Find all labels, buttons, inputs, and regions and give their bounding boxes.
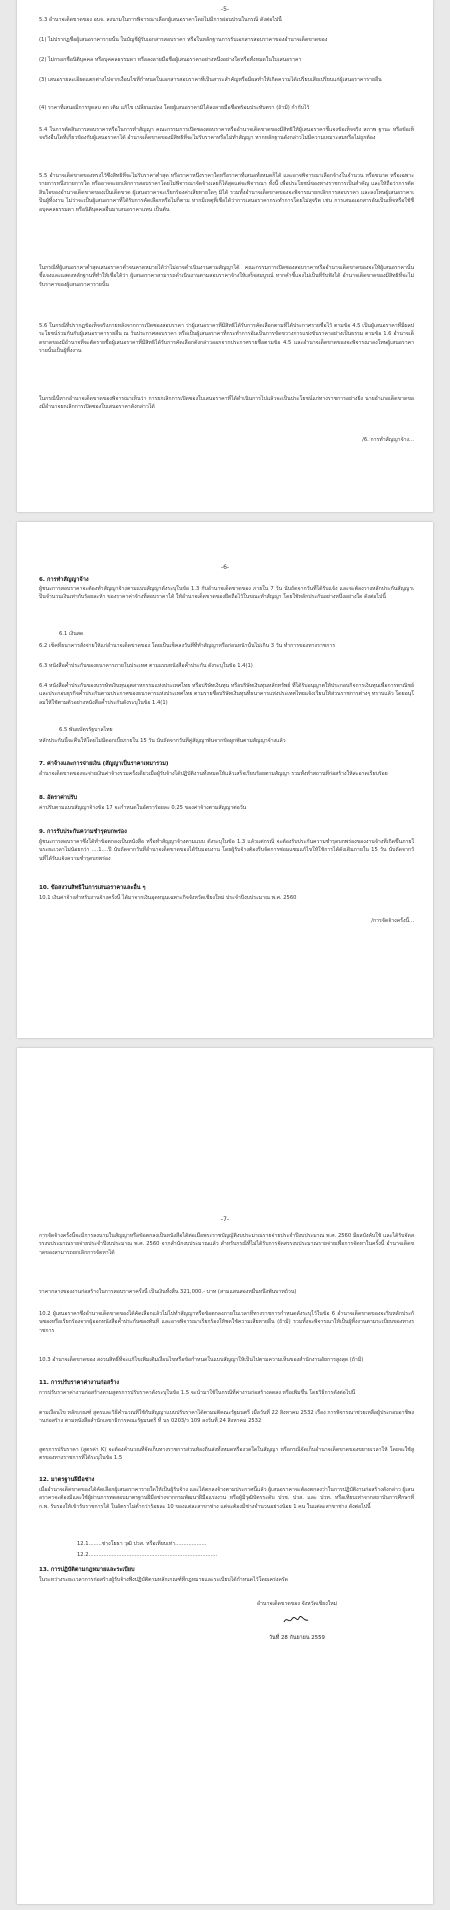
paragraph: (3) เสนอรายละเอียดแตกต่างไปจากเงื่อนไขที่กำหนดในเอกสารสอบราคาที่เป็นสาระสำคัญหรือมีผลทำให้เกิดความได้เปรียบเสียเปรียบแก่ผู้เสนอราคารายอื่น — [39, 77, 382, 83]
paragraph: 6.4 หนังสือค้ำประกันของบรรษัทเงินทุนอุตสาหกรรมแห่งประเทศไทย หรือบริษัทเงินทุน หรือบริษัทเงินทุนหลักทรัพย์ ที่ได้รับอนุญาตให้ประกอบกิจการเงินทุนเพื่อการพาณิชย์และประกอบธุรกิจค้ำประกันตามประกาศของธนาคารแห่งประเทศไทย ตามรายชื่อบริษัทเงินทุนที่ธนาคารแห่งประเทศไทยแจ้งเวียนให้ส่วนราชการต่างๆ ทราบแล้ว โดยอนุโลมให้ใช้ตามตัวอย่างหนังสือค้ำประกันดังระบุในข้อ 1.4(1) — [39, 683, 414, 706]
page-number: -7- — [220, 1216, 230, 1223]
section-heading: 13. การปฏิบัติตามกฎหมายและระเบียบ — [39, 1567, 135, 1573]
paragraph: (4) ราคาที่เสนอมีการขูดลบ ตก เติม แก้ไข เปลี่ยนแปลง โดยผู้เสนอราคามิได้ลงลายมือชื่อพร้อมประทับตรา (ถ้ามี) กำกับไว้ — [39, 105, 310, 111]
paragraph: (1) ไม่ปรากฏชื่อผู้เสนอราคารายนั้น ในบัญชีผู้รับเอกสารสอบราคา หรือในหลักฐานการรับเอกสารสอบราคาของอำนาจเด็ดขาดของ — [39, 37, 328, 43]
paragraph: ค่าปรับตามแบบสัญญาจ้างข้อ 17 จะกำหนดในอัตราร้อยละ 0.25 ของค่าจ้างตามสัญญาต่อวัน — [39, 805, 247, 811]
section-heading: 7. ค่าจ้างและการจ่ายเงิน (สัญญาเป็นราคาเหมารวม) — [39, 761, 169, 767]
paragraph: 10.1 เงินค่าจ้างสำหรับงานจ้างครั้งนี้ ได้มาจากเงินอุดหนุนเฉพาะกิจจังหวัดเชียงใหม่ ประจำปีงบประมาณ พ.ศ. 2560 — [39, 895, 297, 901]
section-heading: 8. อัตราค่าปรับ — [39, 795, 78, 801]
paragraph: ราคากลางของงานก่อสร้างในการสอบราคาครั้งนี้ เป็นเงินทั้งสิ้น 321,000.- บาท (สามแสนสองหมื่นหนึ่งพันบาทถ้วน) — [39, 1289, 297, 1295]
paragraph: 12.1........ช่างโยธา วุฒิ ปวส. หรือเทียบเท่า................... — [77, 1541, 207, 1547]
paragraph: 5.5 อำนาจเด็ดขาดของทรงไว้ซึ่งสิทธิที่จะไม่รับราคาต่ำสุด หรือราคาหนึ่งราคาใดหรือราคาที่เสนอทั้งหมดก็ได้ และอาจพิจารณาเลือกจ้างในจำนวน หรือขนาด หรือเฉพาะรายการหนึ่งรายการใด หรืออาจจะยกเลิกการสอบราคาโดยไม่พิจารณาจัดจ้างเลยก็ได้สุดแต่จะพิจารณา ทั้งนี้ เพื่อประโยชน์ของทางราชการเป็นสำคัญ และให้ถือว่าการตัดสินใจของอำนาจเด็ดขาดของเป็นเด็ดขาด ผู้เสนอราคาจะเรียกร้องค่าเสียหายใดๆ มิได้ รวมทั้งอำนาจเด็ดขาดของจะพิจารณายกเลิกการสอบราคา และลงโทษผู้เสนอราคาเป็นผู้ทิ้งงาน ไม่ว่าจะเป็นผู้เสนอราคาที่ได้รับการคัดเลือกหรือไม่ก็ตาม หากมีเหตุที่เชื่อได้ว่าการเสนอราคากระทำการโดยไม่สุจริต เช่น การเสนอเอกสารอันเป็นเท็จหรือใช้ชื่อบุคคลธรรมดา หรือนิติบุคคลอื่นมาเสนอราคาแทน เป็นต้น — [39, 173, 414, 213]
paragraph: 6.3 หนังสือค้ำประกันของธนาคารภายในประเทศ ตามแบบหนังสือค้ำประกัน ดังระบุในข้อ 1.4(1) — [39, 663, 253, 669]
document-page-6 — [17, 522, 433, 1038]
paragraph: 6.2 เช็คที่ธนาคารสั่งจ่ายให้แก่อำนาจเด็ดขาดของ โดยเป็นเช็คลงวันที่ที่ทำสัญญาหรือก่อนหน้านั้นไม่เกิน 3 วัน ทำการของทางราชการ — [39, 643, 336, 649]
paragraph: ผู้ชนะการสอบราคาจะต้องทำสัญญาจ้างตามแบบสัญญาดังระบุในข้อ 1.3 กับอำนาจเด็ดขาดของ ภายใน 7 วัน นับถัดจากวันที่ได้รับแจ้ง และจะต้องวางหลักประกันสัญญาเป็นจำนวนเงินเท่ากับร้อยละห้า ของราคาค่าจ้างที่สอบราคาได้ ให้อำนาจเด็ดขาดของยึดถือไว้ในขณะทำสัญญา โดยใช้หลักประกันอย่างหนึ่งอย่างใด ดังต่อไปนี้ — [39, 586, 414, 601]
page-number: -6- — [220, 564, 230, 571]
paragraph: การปรับราคาค่างานก่อสร้างตามสูตรการปรับราคาดังระบุในข้อ 1.5 จะนำมาใช้ในกรณีที่ค่างานก่อสร้างลดลง หรือเพิ่มขึ้น โดยวิธีการดังต่อไปนี้ — [39, 1390, 356, 1396]
continuation-note: /การจัดจ้างครั้งนี้... — [371, 918, 414, 924]
paragraph: 5.6 ในกรณีที่ปรากฏข้อเท็จจริงภายหลังจากการเปิดซองสอบราคา ว่าผู้เสนอราคาที่มีสิทธิได้รับการคัดเลือกตามที่ได้ประกาศรายชื่อไว้ ตามข้อ 4.5 เป็นผู้เสนอราคาที่มีผลประโยชน์ร่วมกันกับผู้เสนอราคารายอื่น ณ วันประกาศสอบราคา หรือเป็นผู้เสนอราคาที่กระทำการอันเป็นการขัดขวางการแข่งขันราคาอย่างเป็นธรรม ตามข้อ 1.6 อำนาจเด็ดขาดของมีอำนาจที่จะตัดรายชื่อผู้เสนอราคาที่มีสิทธิได้รับการคัดเลือกดังกล่าวออกจากประกาศรายชื่อตามข้อ 4.5 และอำนาจเด็ดขาดของจะพิจารณาลงโทษผู้เสนอราคารายนั้นเป็นผู้ทิ้งงาน — [39, 323, 414, 355]
paragraph: เมื่ออำนาจเด็ดขาดของได้คัดเลือกผู้เสนอราคารายใดให้เป็นผู้รับจ้าง และได้ตกลงจ้างตามประกาศนี้แล้ว ผู้เสนอราคาจะต้องตกลงว่าในการปฏิบัติงานก่อสร้างดังกล่าว ผู้เสนอราคาจะต้องมีและใช้ผู้ผ่านการทดสอบมาตรฐานฝีมือช่างจากกรมพัฒนาฝีมือแรงงาน หรือผู้มีวุฒิบัตรระดับ ปวช. ปวส. และ ปวท. หรือเทียบเท่าจากสถาบันการศึกษาที่ ก.พ. รับรองให้เข้ารับราชการได้ ในอัตราไม่ต่ำกว่าร้อยละ 10 ของแต่ละสาขาช่าง แต่จะต้องมีช่างจำนวนอย่างน้อย 1 คน ในแต่ละสาขาช่าง ดังต่อไปนี้ — [39, 1487, 414, 1510]
paragraph: หลักประกันนี้จะคืนให้โดยไม่มีดอกเบี้ยภายใน 15 วัน นับถัดจากวันที่คู่สัญญาพ้นจากข้อผูกพันตามสัญญาจ้างแล้ว — [39, 738, 286, 744]
section-heading: 12. มาตรฐานฝีมือช่าง — [39, 1477, 95, 1483]
paragraph: 12.2.............................................................................. — [77, 1552, 218, 1558]
paragraph: ตามเงื่อนไข หลักเกณฑ์ สูตรและวิธีคำนวณที่ใช้กับสัญญาแบบปรับราคาได้ตามมติคณะรัฐมนตรี เมื่อวันที่ 22 สิงหาคม 2532 เรื่อง การพิจารณาช่วยเหลือผู้ประกอบอาชีพงานก่อสร้าง ตามหนังสือสำนักเลขาธิการคณะรัฐมนตรี ที่ นร 0203/ว 109 ลงวันที่ 24 สิงหาคม 2532 — [39, 1410, 414, 1425]
section-heading: 6. การทำสัญญาจ้าง — [39, 577, 89, 583]
issuer-line: อำนาจเด็ดขาดของ จังหวัดเชียงใหม่ — [256, 1601, 338, 1607]
paragraph: อำนาจเด็ดขาดของจะจ่ายเงินค่าจ้างรวมครั้งเดียวเมื่อผู้รับจ้างได้ปฏิบัติงานทั้งหมดให้แล้วเสร็จเรียบร้อยตามสัญญา รวมทั้งทำสถานที่ก่อสร้างให้สะอาดเรียบร้อย — [39, 771, 388, 777]
paragraph: การจัดจ้างครั้งนี้จะมีการลงนามในสัญญาหรือข้อตกลงเป็นหนังสือได้ต่อเมื่อพระราชบัญญัติงบประมาณรายจ่ายประจำปีงบประมาณ พ.ศ. 2560 มีผลบังคับใช้ และได้รับจัดสรรงบประมาณรายจ่ายประจำปีงบประมาณ พ.ศ. 2560 จากสำนักงบประมาณแล้ว สำหรับกรณีที่ไม่ได้รับการจัดสรรงบประมาณรายจ่ายเพื่อการจัดหาในครั้งนี้ อำนาจเด็ดขาดของสามารถยกเลิกการจัดหาได้ — [39, 1233, 414, 1256]
paragraph: (2) ไม่กรอกชื่อนิติบุคคล หรือบุคคลธรรมดา หรือลงลายมือชื่อผู้เสนอราคาอย่างหนึ่งอย่างใดหรือทั้งหมดในใบเสนอราคา — [39, 57, 302, 63]
paragraph: 6.1 เงินสด — [59, 631, 84, 637]
section-heading: 9. การรับประกันความชำรุดบกพร่อง — [39, 829, 127, 835]
paragraph: 5.3 อำนาจเด็ดขาดของ อบจ. ลงนามในการพิจารณาเลือกผู้เสนอราคาโดยไม่มีการผ่อนปรนในกรณี ดังต่อไปนี้ — [39, 17, 282, 23]
document-page-7 — [17, 1048, 433, 1904]
paragraph: ในกรณีนี้หากอำนาจเด็ดขาดของพิจารณาเห็นว่า การยกเลิกการเปิดซองใบเสนอราคาที่ได้ดำเนินการไปแล้วจะเป็นประโยชน์แก่ทางราชการอย่างยิ่ง นายอำเภอเด็ดขาดของมีอำนาจยกเลิกการเปิดซองใบเสนอราคาดังกล่าวได้ — [39, 396, 414, 411]
page-number: -5- — [220, 6, 230, 13]
signature — [283, 1614, 309, 1626]
paragraph: 10.2 ผู้เสนอราคาซึ่งอำนาจเด็ดขาดของได้คัดเลือกแล้วไม่ไปทำสัญญาหรือข้อตกลงภายในเวลาที่ทางราชการกำหนดดังระบุไว้ในข้อ 6 อำนาจเด็ดขาดของจะริบหลักประกันซองหรือเรียกร้องจากผู้ออกหนังสือค้ำประกันซองทันที และอาจพิจารณาเรียกร้องให้ชดใช้ความเสียหายอื่น (ถ้ามี) รวมทั้งจะพิจารณาให้เป็นผู้ทิ้งงานตามระเบียบของทางราชการ — [39, 1311, 414, 1334]
section-heading: 11. การปรับราคาค่างานก่อสร้าง — [39, 1380, 120, 1386]
paragraph: 10.3 อำนาจเด็ดขาดของ สงวนสิทธิ์ที่จะแก้ไขเพิ่มเติมเงื่อนไขหรือข้อกำหนดในแบบสัญญาให้เป็นไปตามความเห็นของสำนักงานอัยการสูงสุด (ถ้ามี) — [39, 1357, 364, 1363]
document-date: วันที่ 28 กันยายน 2559 — [269, 1635, 325, 1641]
continuation-note: /6. การทำสัญญาจ้าง... — [362, 437, 414, 443]
paragraph: ในระหว่างระยะเวลาการก่อสร้างผู้รับจ้างพึงปฏิบัติตามหลักเกณฑ์ที่กฎหมายและระเบียบได้กำหนดไว้โดยเคร่งครัด — [39, 1577, 288, 1583]
paragraph: 5.4 ในการตัดสินการสอบราคาหรือในการทำสัญญา คณะกรรมการเปิดซองสอบราคาหรืออำนาจเด็ดขาดของมีสิทธิให้ผู้เสนอราคาชี้แจงข้อเท็จจริง สภาพ ฐานะ หรือข้อเท็จจริงอื่นใดที่เกี่ยวข้องกับผู้เสนอราคาได้ อำนาจเด็ดขาดของมีสิทธิที่จะไม่รับราคาหรือไม่ทำสัญญา หากหลักฐานดังกล่าวไม่มีความเหมาะสมหรือไม่ถูกต้อง — [39, 127, 414, 142]
paragraph: สูตรการปรับราคา (สูตรค่า K) จะต้องคำนวณที่จัดเก็บทางราชการส่วนท้องถิ่นส่งทั้งหมดหรืองวดใดในสัญญา หรือกรณีจัดเก็บอำนาจเด็ดขาดของขยายเวลาให้ โดยจะใช้สูตรของทางราชการที่ได้ระบุในข้อ 1.5 — [39, 1447, 414, 1462]
paragraph: ในกรณีที่ผู้เสนอราคาต่ำสุดเสนอราคาต่ำจนคาดหมายได้ว่าไม่อาจดำเนินงานตามสัญญาได้ คณะกรรมการเปิดซองสอบราคาหรืออำนาจเด็ดขาดของจะให้ผู้เสนอราคานั้น ชี้แจงและแสดงหลักฐานที่ทำให้เชื่อได้ว่า ผู้เสนอราคาสามารถดำเนินงานตามสอบราคาจ้างให้เสร็จสมบูรณ์ หากคำชี้แจงไม่เป็นที่รับฟังได้ อำนาจเด็ดขาดของมีสิทธิที่จะไม่รับราคาของผู้เสนอราคารายนั้น — [39, 265, 414, 288]
section-heading: 10. ข้อสงวนสิทธิในการเสนอราคาและอื่น ๆ — [39, 885, 146, 891]
paragraph: ผู้ชนะการสอบราคาซึ่งได้ทำข้อตกลงเป็นหนังสือ หรือทำสัญญาจ้างตามแบบ ดังระบุในข้อ 1.3 แล้วแต่กรณี จะต้องรับประกันความชำรุดบกพร่องของงานจ้างที่เกิดขึ้นภายในระยะเวลาไม่น้อยกว่า ....1....ปี นับถัดจากวันที่อำนาจเด็ดขาดของได้รับมอบงาน โดยผู้รับจ้างต้องรีบจัดการซ่อมแซมแก้ไขให้ใช้การได้ดังเดิมภายใน 15 วัน นับถัดจากวันที่ได้รับแจ้งความชำรุดบกพร่อง — [39, 839, 414, 862]
paragraph: 6.5 พันธบัตรรัฐบาลไทย — [59, 727, 113, 733]
document-page-5 — [17, 0, 433, 512]
